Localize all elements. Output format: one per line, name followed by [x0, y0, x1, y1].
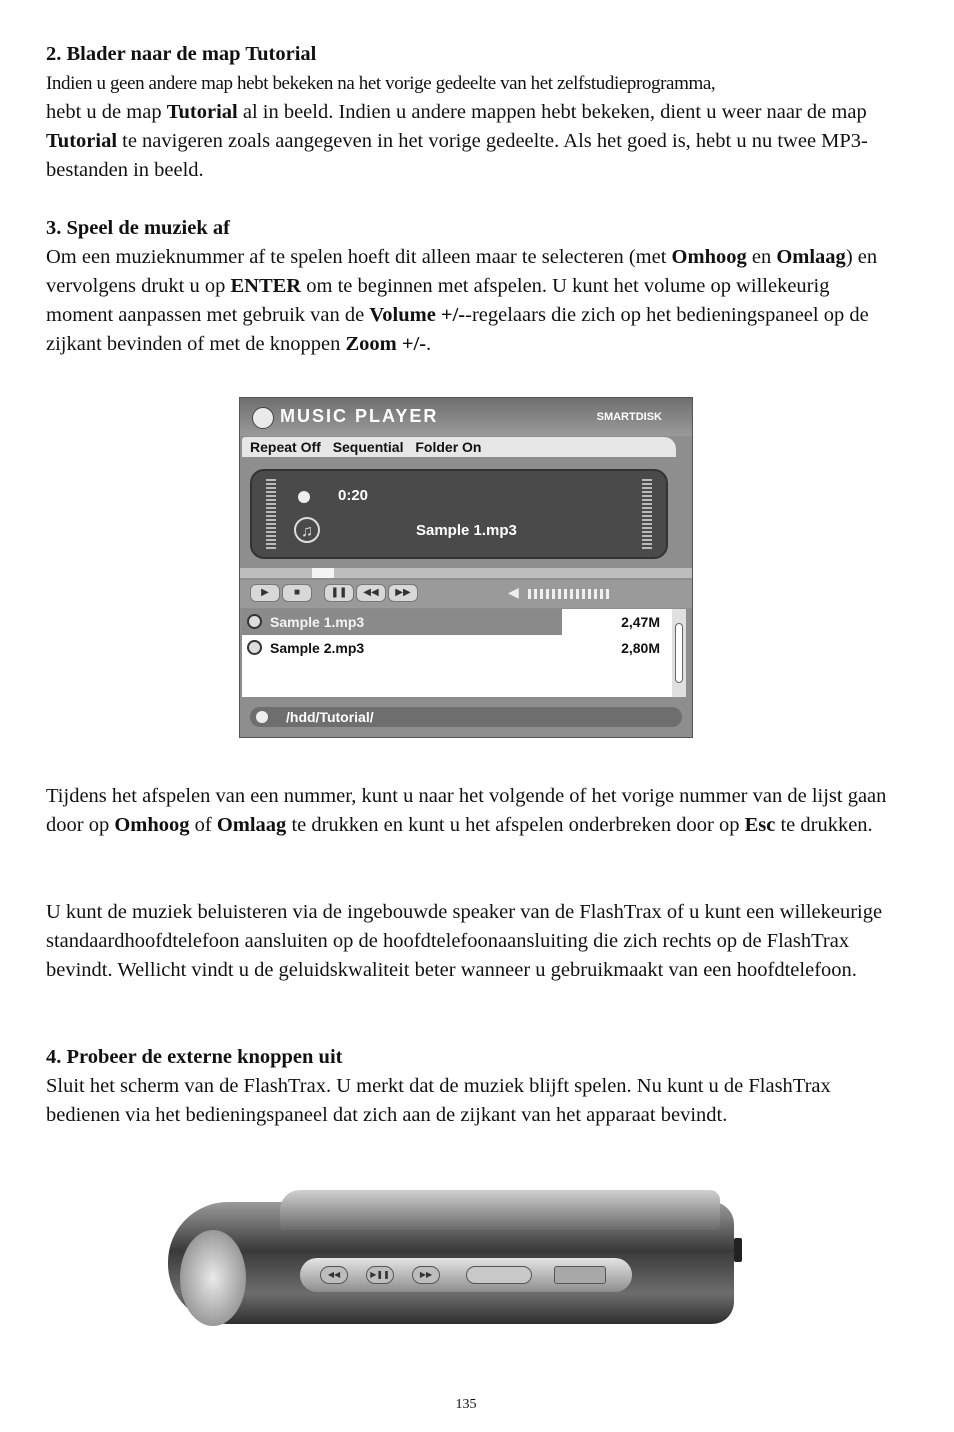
device-lid: [280, 1190, 720, 1230]
section-4-heading: 4. Probeer de externe knoppen uit: [46, 1046, 343, 1068]
left-level-meter: [266, 479, 276, 549]
device-hold-switch: [554, 1266, 606, 1284]
seek-bar[interactable]: [240, 568, 692, 578]
play-button[interactable]: ▶: [250, 584, 280, 602]
stop-button[interactable]: ■: [282, 584, 312, 602]
section-2-heading: 2. Blader naar de map Tutorial: [46, 43, 317, 65]
elapsed-time: 0:20: [338, 487, 369, 504]
file-list: [242, 609, 672, 697]
headphone-jack: [734, 1238, 742, 1262]
transport-controls: [240, 580, 692, 608]
repeat-mode[interactable]: Repeat Off: [250, 439, 321, 455]
previous-button[interactable]: ◀◀: [356, 584, 386, 602]
folder-mode[interactable]: Folder On: [415, 439, 482, 455]
player-titlebar: [240, 398, 692, 436]
section-3-heading: 3. Speel de muziek af: [46, 217, 230, 239]
section-3-body: Om een muzieknummer af te spelen hoeft dit alleen maar te selecteren (met Omhoog en Omlaag) en vervolgens drukt u op ENTER om te beginnen met afspelen. U kunt het volume op willekeurig moment aanpassen met gebruik van de Volume +/--regelaars die zich op het bedieningspaneel op de zijkant bevinden of met de knoppen Zoom +/-.: [46, 246, 878, 355]
file-name: Sample 1.mp3: [242, 609, 562, 635]
file-size: 2,47M: [621, 614, 660, 630]
volume-slider[interactable]: [528, 589, 612, 599]
section-2-line1: Indien u geen andere map hebt bekeken na het vorige gedeelte van het zelfstudieprogramma,: [46, 73, 716, 94]
file-size: 2,80M: [621, 640, 660, 656]
right-level-meter: [642, 479, 652, 549]
disc-icon: [247, 614, 262, 629]
sequential-mode[interactable]: Sequential: [332, 439, 404, 455]
section-4: [46, 1043, 896, 1130]
device-play-button: ▶❚❚: [366, 1266, 394, 1284]
flashtrax-device-photo: [160, 1190, 744, 1340]
file-row[interactable]: [242, 609, 662, 635]
volume-icon: ◀: [508, 584, 519, 600]
next-button[interactable]: ▶▶: [388, 584, 418, 602]
now-playing-display: [250, 469, 668, 559]
pause-button[interactable]: ❚❚: [324, 584, 354, 602]
playing-paragraph: [46, 782, 896, 840]
device-volume-rocker: [466, 1266, 532, 1284]
device-next-button: ▶▶: [412, 1266, 440, 1284]
music-player-screenshot: [239, 397, 693, 738]
clock-icon: [298, 491, 310, 503]
path-bar: [250, 707, 682, 727]
folder-up-icon[interactable]: [256, 711, 268, 723]
mode-bar: [242, 437, 676, 457]
speaker-text: U kunt de muziek beluisteren via de ingebouwde speaker van de FlashTrax of u kunt een willekeurige standaardhoofdtelefoon aansluiten op de hoofdtelefoonaansluiting die zich rechts op de FlashTrax bevindt. Wellicht vindt u de geluidskwaliteit beter wanneer u gebruikmaakt van een hoofdtelefoon.: [46, 901, 883, 981]
speaker-paragraph: [46, 898, 896, 985]
playing-text: Tijdens het afspelen van een nummer, kunt u naar het volgende of het vorige nummer van de lijst gaan door op Omhoog of Omlaag te drukken en kunt u het afspelen onderbreken door op Esc te drukken.: [46, 785, 887, 836]
section-4-body: Sluit het scherm van de FlashTrax. U merkt dat de muziek blijft spelen. Nu kunt u de FlashTrax bedienen via het bedieningspaneel dat zich aan de zijkant van het apparaat bevindt.: [46, 1075, 831, 1126]
current-path: /hdd/Tutorial/: [286, 709, 374, 725]
page-number: 135: [455, 1397, 477, 1412]
file-name: Sample 2.mp3: [270, 640, 365, 656]
scroll-wheel: [180, 1230, 246, 1326]
file-list-scrollbar[interactable]: [672, 609, 686, 697]
player-logo-icon: [252, 407, 274, 429]
music-note-icon: ♫: [294, 517, 320, 543]
device-previous-button: ◀◀: [320, 1266, 348, 1284]
brand-logo: SMARTDISK: [596, 411, 662, 423]
disc-icon: [247, 640, 262, 655]
current-track: Sample 1.mp3: [416, 522, 517, 539]
section-3: [46, 214, 896, 359]
player-title: MUSIC PLAYER: [280, 406, 439, 426]
section-2: [46, 40, 896, 185]
file-row[interactable]: [242, 635, 662, 661]
section-2-body: hebt u de map Tutorial al in beeld. Indien u andere mappen hebt bekeken, dient u weer naar de map Tutorial te navigeren zoals aangegeven in het vorige gedeelte. Als het goed is, hebt u nu twee MP3-bestanden in beeld.: [46, 101, 868, 181]
scroll-thumb[interactable]: [675, 623, 683, 683]
seek-knob[interactable]: [312, 568, 334, 578]
